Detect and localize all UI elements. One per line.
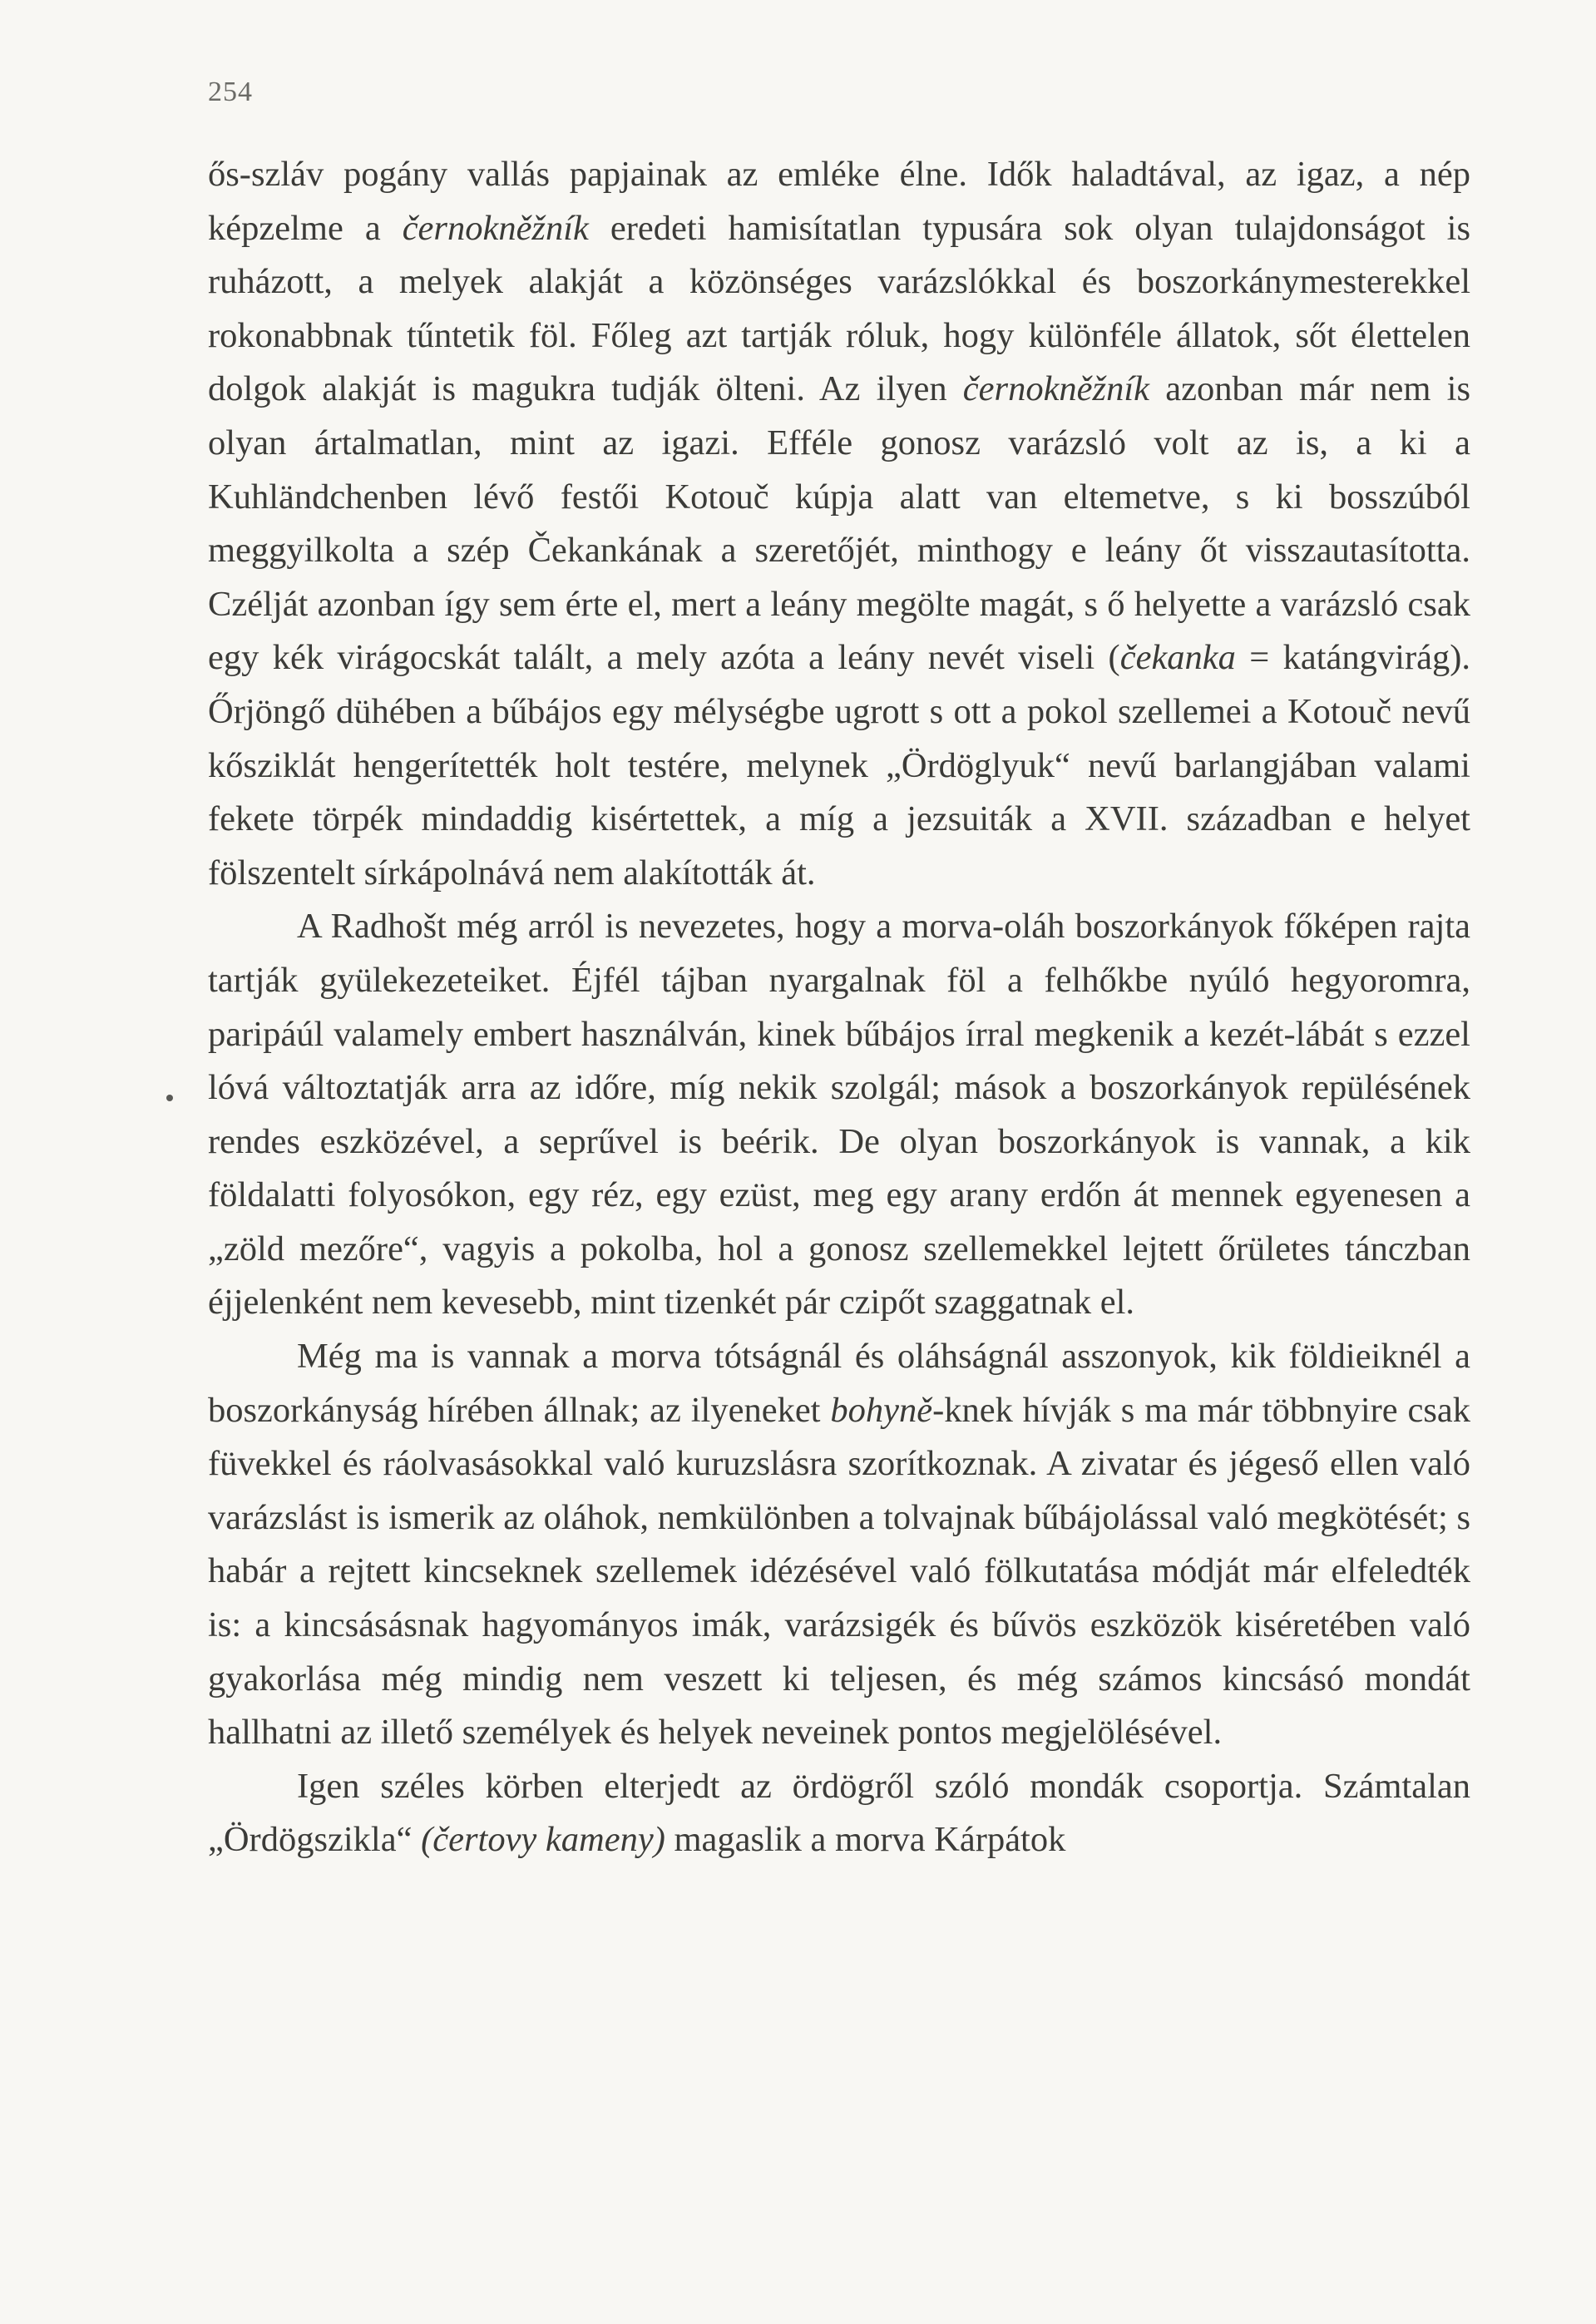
text-run: magaslik a morva Kárpátok [665,1820,1066,1860]
paragraph [208,148,1470,900]
text-run: azonban már nem is olyan ártalmatlan, mint az igazi. Efféle gonosz varázsló volt az is, a ki a Kuhländchenben lévő festői Kotouč kúpja alatt van eltemetve, s ki bosszúból meggyilkolta a szép Čekankának a szeretőjét, minthogy e leány őt visszautasította. Czélját azonban így sem érte el, mert a leány megölte magát, s ő helyette a varázsló csak egy kék virágocskát talált, a mely azóta a leány nevét viseli ( [208,369,1470,678]
italic-term: černokněžník [402,208,589,248]
paragraph [208,1760,1470,1867]
paragraph [208,900,1470,1330]
italic-term: bohyně [830,1390,933,1430]
text-run: A Radhošt még arról is nevezetes, hogy a morva-oláh boszorkányok főképen rajta tartják gyülekezeteiket. Éjfél tájban nyargalnak föl a felhőkbe nyúló hegyoromra, paripáúl valamely embert használván, kinek bűbájos írral megkenik a kezét-lábát s ezzel lóvá változtatják arra az időre, míg nekik szolgál; mások a boszorkányok repülésének rendes eszközével, a seprűvel is beérik. De olyan boszorkányok is vannak, a kik földalatti folyosókon, egy réz, egy ezüst, meg egy arany erdőn át mennek egyenesen a „zöld mezőre“, vagyis a pokolba, hol a gonosz szellemekkel lejtett őrületes tánczban éjjelenként nem kevesebb, mint tizenkét pár czipőt szaggatnak el. [208,907,1470,1323]
margin-mark [166,1095,173,1101]
text-run: eredeti hamisítatlan typusára sok olyan tulajdonságot is ruházott, a melyek alakját a közönséges varázslókkal és boszorkánymesterekkel rokonabbnak tűntetik föl. Főleg azt tartják róluk, hogy különféle állatok, sőt élettelen dolgok alakját is magukra tudják ölteni. Az ilyen [208,208,1471,409]
text-run: ős-szláv pogány vallás papjainak az emléke élne. Idők haladtával, az igaz, a nép képzelme a [208,155,1470,248]
text-run: Még ma is vannak a morva tótságnál és oláhságnál asszonyok, kik földieiknél a boszorkányság hírében állnak; az ilyeneket [208,1337,1470,1430]
body-text [208,148,1470,1867]
paragraph [208,1330,1470,1760]
italic-term: černokněžník [962,369,1150,409]
italic-term: (čertovy kameny) [421,1820,665,1860]
page-number: 254 [208,77,253,107]
text-run: Igen széles körben elterjedt az ördögről szóló mondák csoportja. Számtalan „Ördögszikla“ [208,1766,1470,1860]
text-run: -knek hívják s ma már többnyire csak füvekkel és ráolvasásokkal való kuruzslásra szorítkoznak. A zivatar és jégeső ellen való varázslást is ismerik az oláhok, nemkülönben a tolvajnak bűbájolással való megkötését; s habár a rejtett kincseknek szellemek idézésével való fölkutatása módját már elfeledték is: a kincsásásnak hagyományos imák, varázsigék és bűvös eszközök kiséretében való gyakorlása még mindig nem veszett ki teljesen, és még számos kincsásó mondát hallhatni az illető személyek és helyek neveinek pontos megjelölésével. [208,1390,1470,1753]
italic-term: čekanka [1119,638,1236,678]
text-run: = katángvirág). Őrjöngő dühében a bűbájos egy mélységbe ugrott s ott a pokol szellemei a Kotouč nevű kősziklát hengerítették holt testére, melynek „Ördöglyuk“ nevű barlangjában valami fekete törpék mindaddig kisértettek, a míg a jezsuiták a XVII. században e helyet fölszentelt sírkápolnává nem alakították át. [208,638,1470,893]
